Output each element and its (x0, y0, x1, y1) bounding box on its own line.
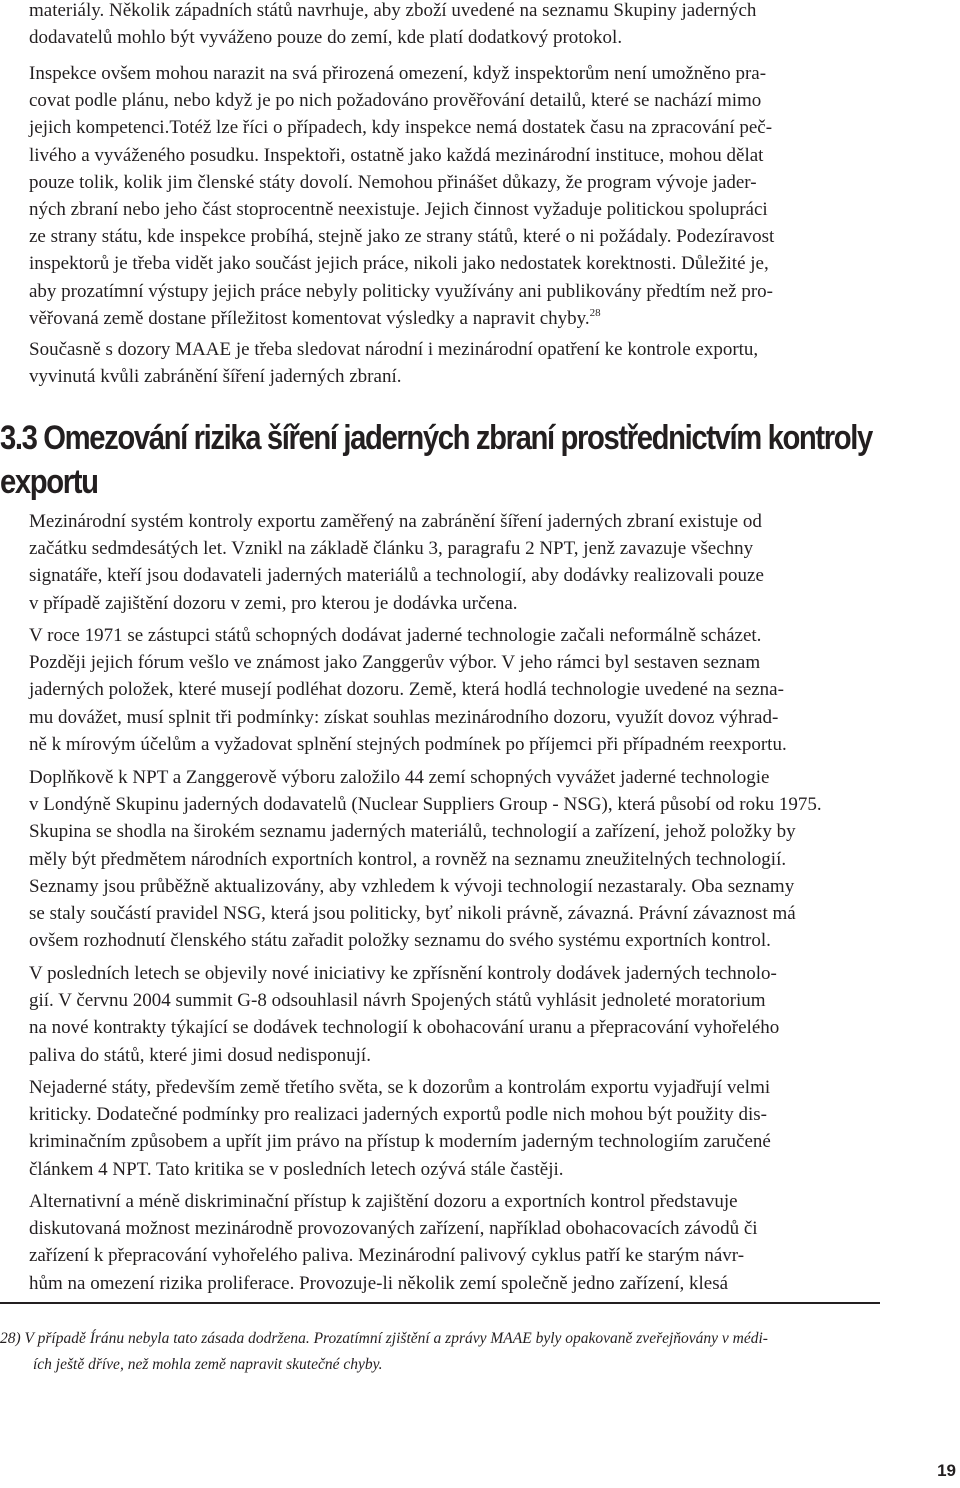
text-line: Současně s dozory MAAE je třeba sledovat národní i mezinárodní opatření ke kontrole exportu, (29, 339, 759, 360)
footnote-divider (0, 1302, 880, 1304)
page-number: 19 (937, 1461, 956, 1480)
footnote-line: 28) V případě Íránu nebyla tato zásada dodržena. Prozatímní zjištění a zprávy MAAE byly opakovaně zveřejňovány v médi- (0, 1330, 768, 1347)
text-line: aby prozatímní výstupy jejich práce nebyly politicky využívány ani publikovány předtím než pro- (29, 280, 773, 302)
paragraph-export-system (29, 508, 889, 617)
paragraph-new-initiatives (29, 960, 889, 1069)
paragraph-alternative-approach (29, 1188, 889, 1297)
paragraph-zangger-committee (29, 622, 889, 758)
text-line: gií. V červnu 2004 summit G-8 odsouhlasil návrh Spojených států vyhlásit jednoleté moratorium (29, 990, 766, 1012)
text-line: Skupina se shodla na širokém seznamu jaderných materiálů, technologií a zařízení, jehož položky by (29, 821, 796, 843)
text-line: inspektorů je třeba vidět jako součást jejich práce, nikoli jako nedostatek korektnosti. Důležité je, (29, 253, 769, 275)
text-line: hům na omezení rizika proliferace. Provozuje-li několik zemí společně jedno zařízení, klesá (29, 1272, 729, 1294)
paragraph-continuation (29, 0, 889, 51)
text-line-content: věřovaná země dostane příležitost komentovat výsledky a napravit chyby. (29, 307, 590, 329)
paragraph-nsg (29, 764, 889, 954)
footnote-line: ích ještě dříve, než mohla země napravit skutečné chyby. (33, 1356, 383, 1373)
footnote (0, 1326, 900, 1378)
text-line: V posledních letech se objevily nové iniciativy ke zpřísnění kontroly dodávek jaderných technolo- (29, 963, 777, 984)
text-line: vyvinutá kvůli zabránění šíření jaderných zbraní. (29, 366, 402, 388)
paragraph-inspections-limits (29, 60, 889, 332)
text-line: signatáře, kteří jsou dodavateli jaderných materiálů a technologií, aby dodávky realizovali pouze (29, 565, 764, 587)
text-line: článkem 4 NPT. Tato kritika se v posledních letech ozývá stále častěji. (29, 1158, 564, 1180)
text-line: ovšem rozhodnutí členského státu zařadit položky seznamu do svého systému exportních kontrol. (29, 930, 771, 952)
text-line: Nejaderné státy, především země třetího světa, se k dozorům a kontrolám exportu vyjadřují velmi (29, 1077, 771, 1098)
text-line: v případě zajištění dozoru v zemi, pro kterou je dodávka určena. (29, 592, 518, 614)
text-line: materiály. Několik západních států navrhuje, aby zboží uvedené na seznamu Skupiny jaderných (29, 0, 757, 21)
text-line: zařízení k přepracování vyhořelého paliva. Mezinárodní palivový cyklus patří ke starým návr- (29, 1245, 745, 1267)
heading-line: 3.3 Omezování rizika šíření jaderných zbraní prostřednictvím kontroly (0, 419, 872, 457)
text-line: diskutovaná možnost mezinárodně provozovaných zařízení, například obohacovacích závodů či (29, 1218, 758, 1240)
text-line: Později jejich fórum vešlo ve známost jako Zanggerův výbor. V jeho rámci byl sestaven seznam (29, 652, 761, 674)
text-line: ně k mírovým účelům a vyžadovat splnění stejných podmínek po příjemci při případném reexportu. (29, 733, 787, 755)
text-line: kriticky. Dodatečné podmínky pro realizaci jaderných exportů podle nich mohou být použity dis- (29, 1104, 767, 1126)
text-line: měly být předmětem národních exportních kontrol, a rovněž na seznamu zneužitelných technologií. (29, 848, 787, 870)
text-line: Seznamy jsou průběžně aktualizovány, aby vzhledem k vývoji technologií nezastaraly. Oba seznamy (29, 875, 795, 897)
footnote-reference[interactable]: 28 (589, 306, 601, 319)
text-line: Inspekce ovšem mohou narazit na svá přirozená omezení, když inspektorům není umožněno pra- (29, 63, 767, 84)
text-line: ze strany státu, kde inspekce probíhá, stejně jako ze strany států, které o ni požádaly. Podezíravost (29, 226, 775, 248)
text-line: Doplňkově k NPT a Zanggerově výboru založilo 44 zemí schopných vyvážet jaderné technologie (29, 767, 770, 788)
text-line: kriminačním způsobem a upřít jim právo na přístup k moderním jaderným technologiím zaručené (29, 1131, 771, 1153)
text-line: V roce 1971 se zástupci států schopných dodávat jaderné technologie začali neformálně scházet. (29, 625, 762, 646)
text-line: dodavatelů mohlo být vyváženo pouze do zemí, kde platí dodatkový protokol. (29, 27, 623, 49)
text-line (29, 305, 889, 332)
text-line: pouze tolik, kolik jim členské státy dovolí. Nemohou přinášet důkazy, že program vývoje jader- (29, 171, 757, 193)
section-heading (0, 416, 872, 504)
text-line: se staly součástí pravidel NSG, která jsou politicky, byť nikoli právně, závazná. Právní závaznost má (29, 903, 796, 925)
text-line: začátku sedmdesátých let. Vznikl na základě článku 3, paragrafu 2 NPT, jenž zavazuje všechny (29, 538, 754, 560)
paragraph-non-nuclear-states (29, 1074, 889, 1183)
paragraph-export-monitoring (29, 336, 889, 390)
text-line: v Londýně Skupinu jaderných dodavatelů (Nuclear Suppliers Group - NSG), která působí od roku 1975. (29, 794, 822, 816)
text-line: jaderných položek, které musejí podléhat dozoru. Země, která hodlá technologie uvedené na sezna- (29, 679, 784, 701)
text-line: paliva do států, které jimi dosud nedisponují. (29, 1044, 371, 1066)
heading-line: exportu (0, 463, 98, 501)
text-line: mu dovážet, musí splnit tři podmínky: získat souhlas mezinárodního dozoru, využít dovoz výhrad- (29, 706, 779, 728)
text-line: covat podle plánu, nebo když je po nich požadováno prověřování detailů, které se nachází mimo (29, 90, 762, 112)
text-line: livého a vyváženého posudku. Inspektoři, ostatně jako každá mezinárodní instituce, mohou dělat (29, 144, 764, 166)
text-line: jejich kompetenci.Totéž lze říci o případech, kdy inspekce nemá dostatek času na zpracování peč- (29, 117, 773, 139)
text-line: Alternativní a méně diskriminační přístup k zajištění dozoru a exportních kontrol představuje (29, 1191, 738, 1212)
text-line: na nové kontrakty týkající se dodávek technologií k obohacování uranu a přepracování vyhořelého (29, 1017, 780, 1039)
text-line: ných zbraní nebo jeho část stoprocentně neexistuje. Jejich činnost vyžaduje politickou spolupráci (29, 199, 768, 221)
text-line: Mezinárodní systém kontroly exportu zaměřený na zabránění šíření jaderných zbraní existuje od (29, 511, 762, 532)
